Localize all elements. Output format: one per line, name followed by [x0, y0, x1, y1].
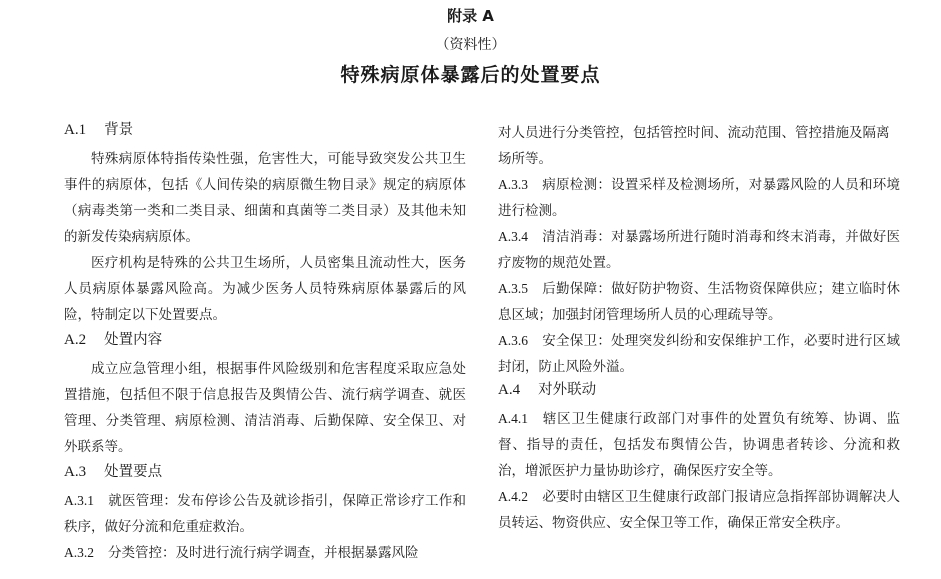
paragraph: 特殊病原体特指传染性强，危害性大，可能导致突发公共卫生事件的病原体，包括《人间传染的病原微生物目录》规定的病原体（病毒类第一类和二类目录、细菌和真菌等二类目录）及其他未知的新发传染病病原体。: [64, 151, 466, 245]
item-number: A.3.4: [498, 229, 528, 244]
item-text: 就医管理：发布停诊公告及就诊指引，保障正常诊疗工作和秩序，做好分流和危重症救治。: [64, 493, 466, 535]
section-title: 对外联动: [538, 382, 597, 398]
paragraph: 成立应急管理小组，根据事件风险级别和危害程度采取应急处置措施，包括但不限于信息报告及舆情公告、流行病学调查、就医管理、分类管理、病原检测、清洁消毒、后勤保障、安全保卫、对外联系等。: [64, 361, 466, 455]
right-column: [498, 120, 900, 536]
appendix-label: 附录 A: [447, 7, 494, 25]
page-title: 特殊病原体暴露后的处置要点: [340, 64, 601, 86]
list-item: [498, 224, 900, 276]
list-item: [64, 540, 466, 566]
item-text: 必要时由辖区卫生健康行政部门报请应急指挥部协调解决人员转运、物资供应、安全保卫等工作，确保正常安全秩序。: [498, 489, 900, 531]
appendix-info: （资料性）: [435, 37, 506, 53]
section-heading-a1: [64, 120, 466, 141]
list-item: [498, 172, 900, 224]
paragraph: 医疗机构是特殊的公共卫生场所，人员密集且流动性大，医务人员病原体暴露风险高。为减少医务人员特殊病原体暴露后的风险，特制定以下处置要点。: [64, 255, 466, 323]
item-number: A.3.2: [64, 545, 94, 560]
item-number: A.4.1: [498, 411, 528, 426]
section-heading-a3: [64, 462, 466, 483]
section-number: A.2: [64, 332, 87, 348]
section-title: 背景: [104, 122, 134, 138]
item-number: A.3.3: [498, 177, 528, 192]
list-item: [498, 276, 900, 328]
list-item: [498, 484, 900, 536]
item-text: 分类管控：及时进行流行病学调查，并根据暴露风险: [108, 545, 419, 561]
item-number: A.4.2: [498, 489, 528, 504]
list-item: [498, 406, 900, 484]
section-heading-a2: [64, 330, 466, 351]
section-heading-a4: [498, 380, 900, 401]
item-number: A.3.5: [498, 281, 528, 296]
list-item: [498, 328, 900, 380]
item-text: 后勤保障：做好防护物资、生活物资保障供应；建立临时休息区域；加强封闭管理场所人员的心理疏导等。: [498, 281, 900, 323]
item-text: 清洁消毒：对暴露场所进行随时消毒和终末消毒，并做好医疗废物的规范处置。: [498, 229, 900, 271]
section-title: 处置要点: [104, 464, 163, 480]
section-number: A.1: [64, 122, 87, 138]
list-item: [64, 488, 466, 540]
item-text: 病原检测：设置采样及检测场所，对暴露风险的人员和环境进行检测。: [498, 177, 900, 219]
item-text: 安全保卫：处理突发纠纷和安保维护工作，必要时进行区域封闭，防止风险外溢。: [498, 333, 900, 375]
item-text: 辖区卫生健康行政部门对事件的处置负有统筹、协调、监督、指导的责任，包括发布舆情公告，协调患者转诊、分流和救治，增派医护力量协助诊疗，确保医疗安全等。: [498, 411, 900, 479]
section-title: 处置内容: [104, 332, 163, 348]
left-column: [64, 120, 466, 566]
section-number: A.3: [64, 464, 87, 480]
item-number: A.3.6: [498, 333, 528, 348]
section-number: A.4: [498, 382, 521, 398]
paragraph-continuation: 对人员进行分类管控，包括管控时间、流动范围、管控措施及隔离场所等。: [498, 125, 890, 167]
item-number: A.3.1: [64, 493, 94, 508]
